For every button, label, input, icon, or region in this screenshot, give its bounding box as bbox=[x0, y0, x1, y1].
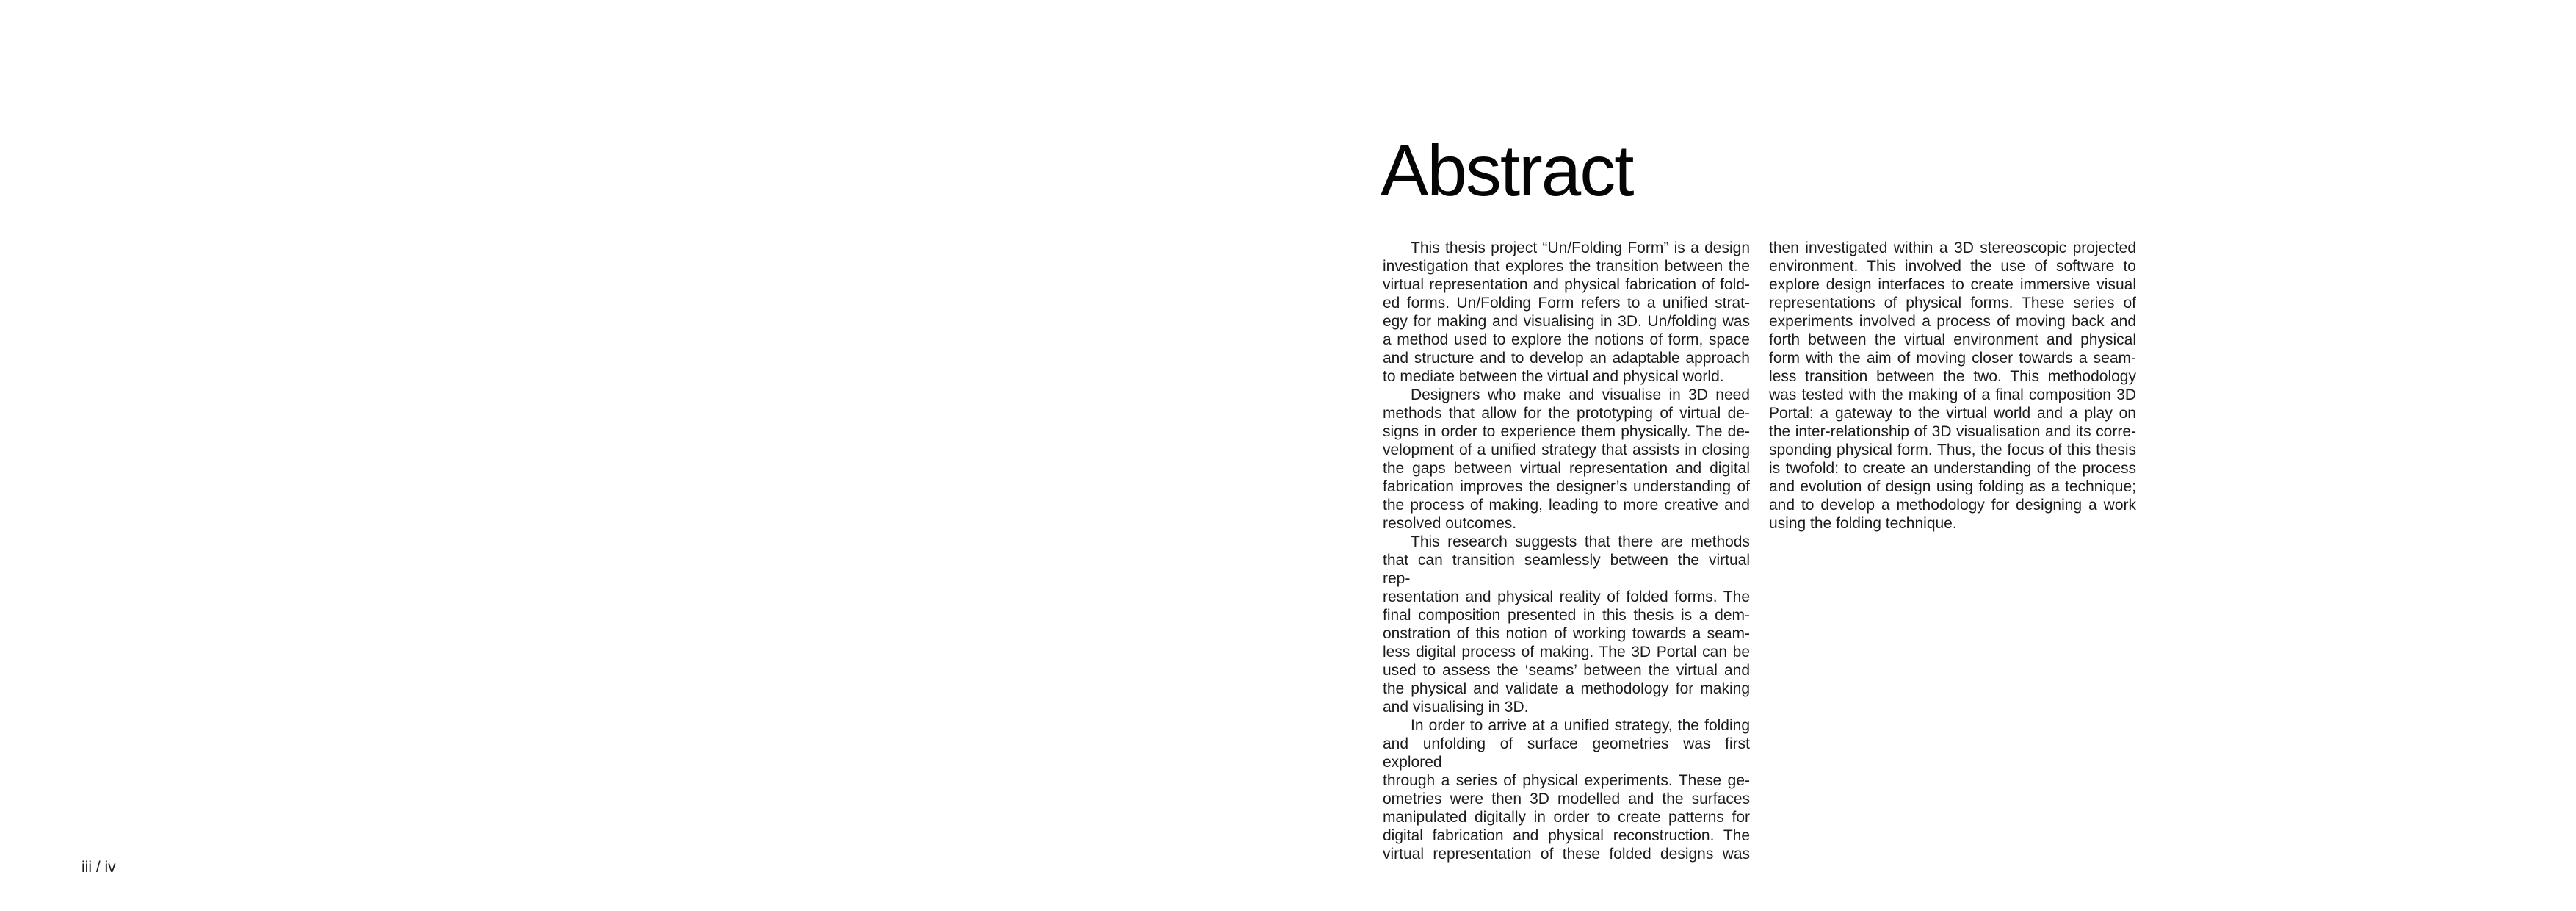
text-line: In order to arrive at a unified strategy, the folding bbox=[1411, 717, 1750, 734]
text-line: and to develop a methodology for designing a work bbox=[1769, 497, 2136, 514]
text-line: the process of making, leading to more creative and bbox=[1383, 497, 1750, 514]
text-line: virtual representation of these folded designs was bbox=[1383, 846, 1750, 863]
text-line: Portal: a gateway to the virtual world and a play on bbox=[1769, 405, 2136, 422]
text-line: ometries were then 3D modelled and the surfaces bbox=[1383, 791, 1750, 807]
text-line: representations of physical forms. These series of bbox=[1769, 295, 2136, 312]
text-line: investigation that explores the transition between the bbox=[1383, 258, 1750, 275]
text-line: the physical and validate a methodology for making bbox=[1383, 680, 1750, 697]
text-line: experiments involved a process of moving back and bbox=[1769, 313, 2136, 330]
text-line: used to assess the ‘seams’ between the virtual and bbox=[1383, 662, 1750, 679]
page-title: Abstract bbox=[1381, 129, 1633, 211]
text-line: explore design interfaces to create immersive visual bbox=[1769, 276, 2136, 293]
text-line: to mediate between the virtual and physical world. bbox=[1383, 368, 1724, 385]
text-line: velopment of a unified strategy that assists in closing bbox=[1383, 442, 1750, 458]
text-line: resentation and physical reality of folded forms. The bbox=[1383, 588, 1750, 605]
text-line: less digital process of making. The 3D Portal can be bbox=[1383, 644, 1750, 660]
text-line: less transition between the two. This methodology bbox=[1769, 368, 2136, 385]
text-line: and evolution of design using folding as a technique; bbox=[1769, 478, 2136, 495]
text-line: the gaps between virtual representation and digital bbox=[1383, 460, 1750, 477]
text-line: manipulated digitally in order to create patterns for bbox=[1383, 809, 1750, 826]
text-line: and visualising in 3D. bbox=[1383, 699, 1529, 716]
text-line: the inter-relationship of 3D visualisation and its corre- bbox=[1769, 423, 2136, 440]
text-line: and structure and to develop an adaptable approach bbox=[1383, 350, 1750, 367]
abstract-text-column-2 bbox=[1769, 239, 2136, 533]
text-line: This thesis project “Un/Folding Form” is a design bbox=[1411, 240, 1750, 256]
text-line: Designers who make and visualise in 3D need bbox=[1411, 386, 1750, 403]
text-line: using the folding technique. bbox=[1769, 515, 1957, 532]
text-line: forth between the virtual environment and physical bbox=[1769, 331, 2136, 348]
text-line: environment. This involved the use of software to bbox=[1769, 258, 2136, 275]
text-line: methods that allow for the prototyping of virtual de- bbox=[1383, 405, 1750, 422]
text-line: digital fabrication and physical reconstruction. The bbox=[1383, 827, 1750, 844]
text-line: fabrication improves the designer’s understanding of bbox=[1383, 478, 1750, 495]
text-line: ed forms. Un/Folding Form refers to a unified strat- bbox=[1383, 295, 1750, 312]
text-line: onstration of this notion of working towards a seam- bbox=[1383, 625, 1750, 642]
text-line: is twofold: to create an understanding of the process bbox=[1769, 460, 2136, 477]
text-line: a method used to explore the notions of form, space bbox=[1383, 331, 1750, 348]
text-line: signs in order to experience them physically. The de- bbox=[1383, 423, 1750, 440]
text-line: then investigated within a 3D stereoscopic projected bbox=[1769, 240, 2136, 256]
text-line: was tested with the making of a final composition 3D bbox=[1769, 386, 2136, 403]
text-line: egy for making and visualising in 3D. Un/folding was bbox=[1383, 313, 1750, 330]
abstract-text-column-1 bbox=[1383, 239, 1750, 863]
text-line: through a series of physical experiments. These ge- bbox=[1383, 772, 1750, 789]
text-line: final composition presented in this thesis is a dem- bbox=[1383, 607, 1750, 624]
text-line: sponding physical form. Thus, the focus of this thesis bbox=[1769, 442, 2136, 458]
page-number: iii / iv bbox=[82, 859, 116, 876]
text-line: form with the aim of moving closer towards a seam- bbox=[1769, 350, 2136, 367]
text-line: and unfolding of surface geometries was first explored bbox=[1383, 735, 1750, 771]
text-line: that can transition seamlessly between the virtual rep- bbox=[1383, 552, 1750, 587]
text-line: virtual representation and physical fabrication of fold- bbox=[1383, 276, 1750, 293]
text-line: This research suggests that there are methods bbox=[1411, 533, 1750, 550]
text-line: resolved outcomes. bbox=[1383, 515, 1517, 532]
